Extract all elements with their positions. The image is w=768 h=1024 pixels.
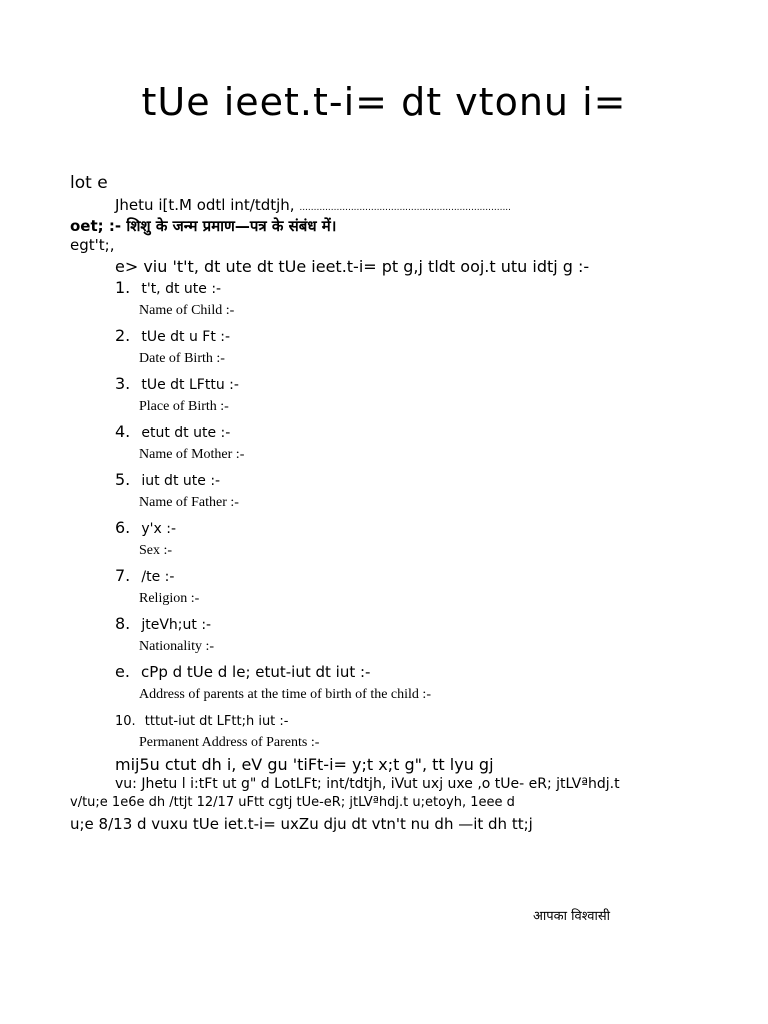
signature-closing: आपका विश्वासी xyxy=(533,909,611,924)
item-hindi-label: etut dt ute :- xyxy=(141,425,231,441)
item-english-label: Sex :- xyxy=(139,543,173,558)
address-text: Jhetu i[t.M odtl int/tdtjh, xyxy=(115,196,295,214)
list-item xyxy=(115,278,370,326)
item-english-label: Nationality :- xyxy=(139,639,215,654)
address-blank-dots: .......................................................................... xyxy=(299,203,512,213)
list-item xyxy=(115,566,370,614)
list-item xyxy=(115,326,370,374)
item-hindi-label: tttut-iut dt LFtt;h iut :- xyxy=(144,714,289,729)
list-item xyxy=(115,374,370,422)
list-item xyxy=(115,518,370,566)
closing-line-3: v/tu;e 1e6e dh /ttjt 12/17 uFtt cgtj tUe-eR; jtLVªhdj.t u;etoyh, 1eee d xyxy=(70,795,515,810)
item-english-label: Address of parents at the time of birth of the child :- xyxy=(139,687,431,702)
item-hindi-label: iut dt ute :- xyxy=(141,473,221,489)
item-number: 3. xyxy=(115,374,131,393)
details-list xyxy=(115,278,431,758)
item-english-label: Name of Mother :- xyxy=(139,447,245,462)
item-number: 5. xyxy=(115,470,131,489)
item-number: 6. xyxy=(115,518,131,537)
item-hindi-label: cPp d tUe d le; etut-iut dt iut :- xyxy=(141,663,371,681)
list-item xyxy=(115,470,370,518)
salutation: egt't;, xyxy=(70,236,115,254)
item-english-label: Name of Father :- xyxy=(139,495,239,510)
closing-line-2: vu: Jhetu l i:tFt ut g" d LotLFt; int/tdtjh, iVut uxj uxe ,o tUe- eR; jtLVªhdj.t xyxy=(115,776,620,792)
closing-line-4: u;e 8/13 d vuxu tUe iet.t-i= uxZu dju dt vtn't nu dh —it dh tt;j xyxy=(70,815,533,833)
item-english-label: Permanent Address of Parents :- xyxy=(139,735,320,750)
item-hindi-label: jteVh;ut :- xyxy=(141,617,212,633)
item-english-label: Place of Birth :- xyxy=(139,399,229,414)
item-number: 4. xyxy=(115,422,131,441)
to-line: lot e xyxy=(70,173,108,193)
item-hindi-label: /te :- xyxy=(141,569,175,585)
address-line xyxy=(115,196,511,214)
intro-paragraph: e> viu 't't, dt ute dt tUe ieet.t-i= pt g,j tldt ooj.t utu idtj g :- xyxy=(115,257,590,276)
list-item xyxy=(115,422,370,470)
closing-line-1: mij5u ctut dh i, eV gu 'tiFt-i= y;t x;t g", tt lyu gj xyxy=(115,755,494,774)
item-english-label: Date of Birth :- xyxy=(139,351,225,366)
item-number: 8. xyxy=(115,614,131,633)
item-hindi-label: tUe dt u Ft :- xyxy=(141,329,231,345)
item-number: 1. xyxy=(115,278,131,297)
item-number: e. xyxy=(115,662,130,681)
item-number: 7. xyxy=(115,566,131,585)
item-english-label: Religion :- xyxy=(139,591,200,606)
item-hindi-label: t't, dt ute :- xyxy=(141,281,222,297)
item-number: 10. xyxy=(115,714,136,729)
page-title: tUe ieet.t-i= dt vtonu i= xyxy=(141,80,627,124)
item-english-label: Name of Child :- xyxy=(139,303,235,318)
list-item xyxy=(115,710,370,758)
item-number: 2. xyxy=(115,326,131,345)
item-hindi-label: y'x :- xyxy=(141,521,176,537)
list-item xyxy=(115,614,370,662)
subject-line: oet; :- शिशु के जन्म प्रमाण—पत्र के संबंध में। xyxy=(70,217,337,235)
list-item xyxy=(115,662,431,710)
item-hindi-label: tUe dt LFttu :- xyxy=(141,377,239,393)
